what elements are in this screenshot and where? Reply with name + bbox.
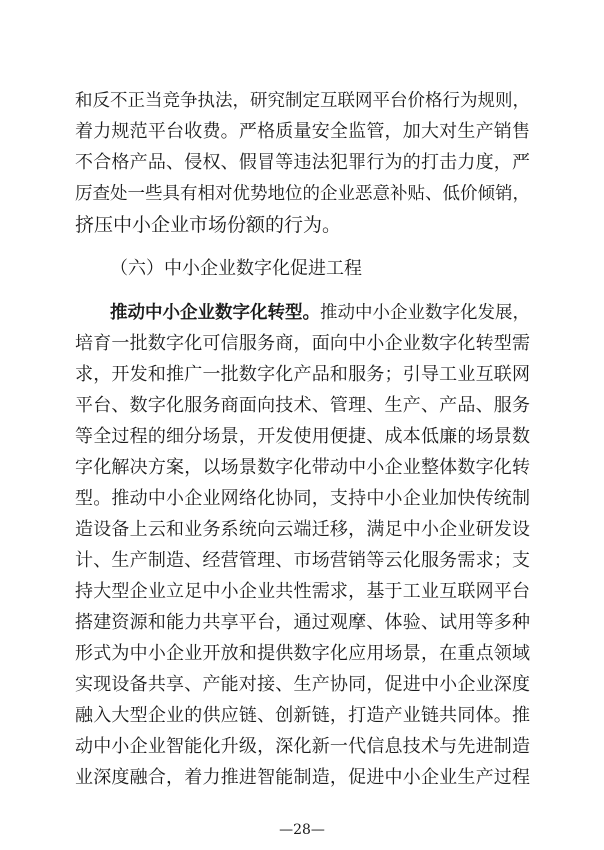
body-text-line: 持大型企业立足中小企业共性需求，基于工业互联网平台 — [75, 581, 530, 602]
body-text-line: 型。推动中小企业网络化协同，支持中小企业加快传统制 — [75, 488, 530, 509]
body-text-line — [110, 298, 530, 328]
body-text-line: 实现设备共享、产能对接、生产协同，促进中小企业深度 — [75, 674, 530, 695]
body-text-line: 平台、数字化服务商面向技术、管理、生产、产品、服务 — [75, 395, 530, 416]
body-text-line: 培育一批数字化可信服务商，面向中小企业数字化转型需 — [75, 333, 530, 354]
body-text-line: 不合格产品、侵权、假冒等违法犯罪行为的打击力度，严 — [75, 152, 530, 173]
body-text-line: 挤压中小企业市场份额的行为。 — [75, 214, 342, 236]
page-number: —28— — [279, 822, 325, 838]
section-heading: （六）中小企业数字化促进工程 — [110, 258, 362, 279]
body-text-line: 造设备上云和业务系统向云端迁移，满足中小企业研发设 — [75, 519, 530, 540]
body-text-line: 计、生产制造、经营管理、市场营销等云化服务需求；支 — [75, 550, 530, 571]
body-text-line: 字化解决方案，以场景数字化带动中小企业整体数字化转 — [75, 457, 530, 478]
bold-lead-sentence: 推动中小企业数字化转型。 — [110, 303, 320, 323]
body-text-span: 推动中小企业数字化发展， — [320, 303, 530, 323]
body-text-line: 厉查处一些具有相对优势地位的企业恶意补贴、低价倾销， — [75, 184, 530, 204]
body-text-line: 和反不正当竞争执法，研究制定互联网平台价格行为规则， — [75, 91, 530, 111]
body-text-line: 动中小企业智能化升级，深化新一代信息技术与先进制造 — [75, 736, 530, 757]
body-text-line: 求，开发和推广一批数字化产品和服务；引导工业互联网 — [75, 364, 530, 385]
body-text-line: 着力规范平台收费。严格质量安全监管，加大对生产销售 — [75, 121, 530, 142]
body-text-line: 融入大型企业的供应链、创新链，打造产业链共同体。推 — [75, 705, 530, 726]
body-text-line: 形式为中小企业开放和提供数字化应用场景，在重点领域 — [75, 643, 530, 664]
body-text-line: 业深度融合，着力推进智能制造，促进中小企业生产过程 — [75, 767, 530, 788]
body-text-line: 等全过程的细分场景，开发使用便捷、成本低廉的场景数 — [75, 426, 530, 447]
body-text-line: 搭建资源和能力共享平台，通过观摩、体验、试用等多种 — [75, 612, 530, 633]
